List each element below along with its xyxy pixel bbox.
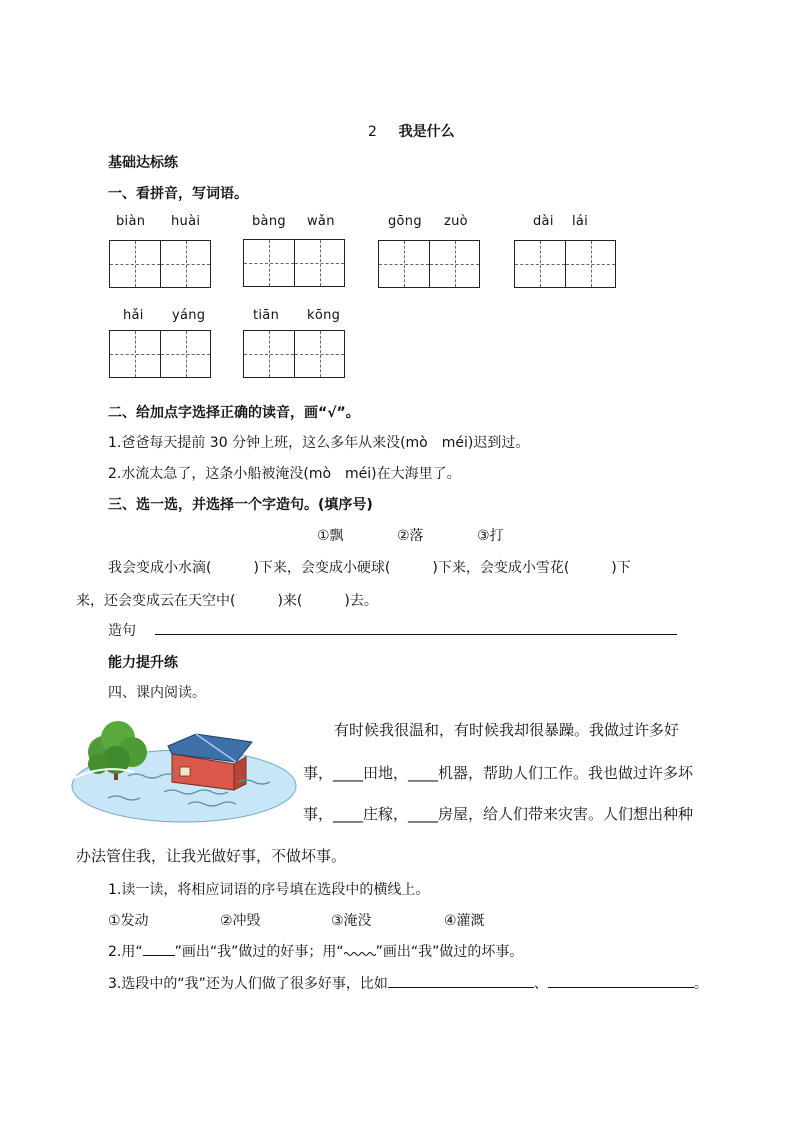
flood-illustration <box>68 712 298 824</box>
sentence-answer-line[interactable] <box>155 634 677 635</box>
writing-grid[interactable] <box>514 240 616 288</box>
writing-grid[interactable] <box>378 240 480 288</box>
wavy-line-mark <box>344 944 376 956</box>
q2-heading: 二、给加点字选择正确的读音，画“√”。 <box>108 405 360 421</box>
q2-item-1: 1.爸爸每天提前 30 分钟上班，这么多年从来没(mò méi)迟到过。 <box>108 435 530 451</box>
q3-option: ①飘 <box>317 528 344 544</box>
q4-sub-2-a: 2.用“ <box>108 944 143 960</box>
pinyin: tiān <box>253 308 280 323</box>
writing-grid[interactable] <box>109 240 211 288</box>
lesson-number: 2 <box>368 124 377 140</box>
q4-sub-2-b: ”画出“我”做过的好事；用“ <box>174 944 344 960</box>
q4-sub-2-c: ”画出“我”做过的坏事。 <box>375 944 524 960</box>
pinyin: kōng <box>307 308 341 323</box>
q3-line-2: 来，还会变成云在天空中( )来( )去。 <box>76 593 378 609</box>
pinyin: wǎn <box>307 214 335 229</box>
q4-choice: ④灌溉 <box>444 913 485 929</box>
sentence-label: 造句 <box>108 623 136 639</box>
pinyin: hǎi <box>123 308 144 323</box>
pinyin: gōng <box>388 214 422 229</box>
section-basic: 基础达标练 <box>108 155 178 171</box>
q4-heading: 四、课内阅读。 <box>108 685 206 701</box>
passage-line-2: 事，____田地，____机器，帮助人们工作。我也做过许多坏 <box>303 764 694 782</box>
q4-sub-2 <box>108 941 523 961</box>
writing-grid[interactable] <box>109 330 211 378</box>
pinyin: dài <box>533 214 554 229</box>
passage-line-3: 事，____庄稼，____房屋，给人们带来灾害。人们想出种种 <box>303 805 694 823</box>
answer-blank[interactable] <box>548 975 694 988</box>
q3-heading: 三、选一选，并选择一个字造句。(填序号) <box>108 497 373 513</box>
q1-heading: 一、看拼音，写词语。 <box>108 186 248 202</box>
page-title <box>368 121 455 141</box>
straight-line-mark <box>143 943 175 956</box>
q4-sub-1: 1.读一读，将相应词语的序号填在选段中的横线上。 <box>108 882 430 898</box>
answer-blank[interactable] <box>388 975 534 988</box>
writing-grid[interactable] <box>243 330 345 378</box>
q3-line-1: 我会变成小水滴( )下来，会变成小硬球( )下来，会变成小雪花( )下 <box>108 560 631 576</box>
q4-sub-3-b: 、 <box>533 976 548 992</box>
passage-line-4: 办法管住我，让我光做好事，不做坏事。 <box>76 847 347 865</box>
pinyin: zuò <box>444 214 468 229</box>
q3-option: ②落 <box>397 528 424 544</box>
pinyin: huài <box>171 214 201 229</box>
q4-sub-3 <box>108 973 708 993</box>
pinyin: bàng <box>252 214 286 229</box>
q4-sub-3-a: 3.选段中的“我”还为人们做了很多好事，比如 <box>108 976 388 992</box>
q4-sub-3-c: 。 <box>693 976 708 992</box>
lesson-title: 我是什么 <box>398 124 455 140</box>
passage-line-1: 有时候我很温和，有时候我却很暴躁。我做过许多好 <box>334 721 680 739</box>
q3-option: ③打 <box>477 528 504 544</box>
section-ability: 能力提升练 <box>108 655 178 671</box>
q4-choice: ③淹没 <box>331 913 372 929</box>
writing-grid[interactable] <box>243 239 345 287</box>
pinyin: biàn <box>116 214 146 229</box>
pinyin: yáng <box>172 308 206 323</box>
pinyin: lái <box>572 214 589 229</box>
q2-item-2: 2.水流太急了，这条小船被淹没(mò méi)在大海里了。 <box>108 466 461 482</box>
q4-choice: ①发动 <box>108 913 149 929</box>
q4-choice: ②冲毁 <box>220 913 261 929</box>
